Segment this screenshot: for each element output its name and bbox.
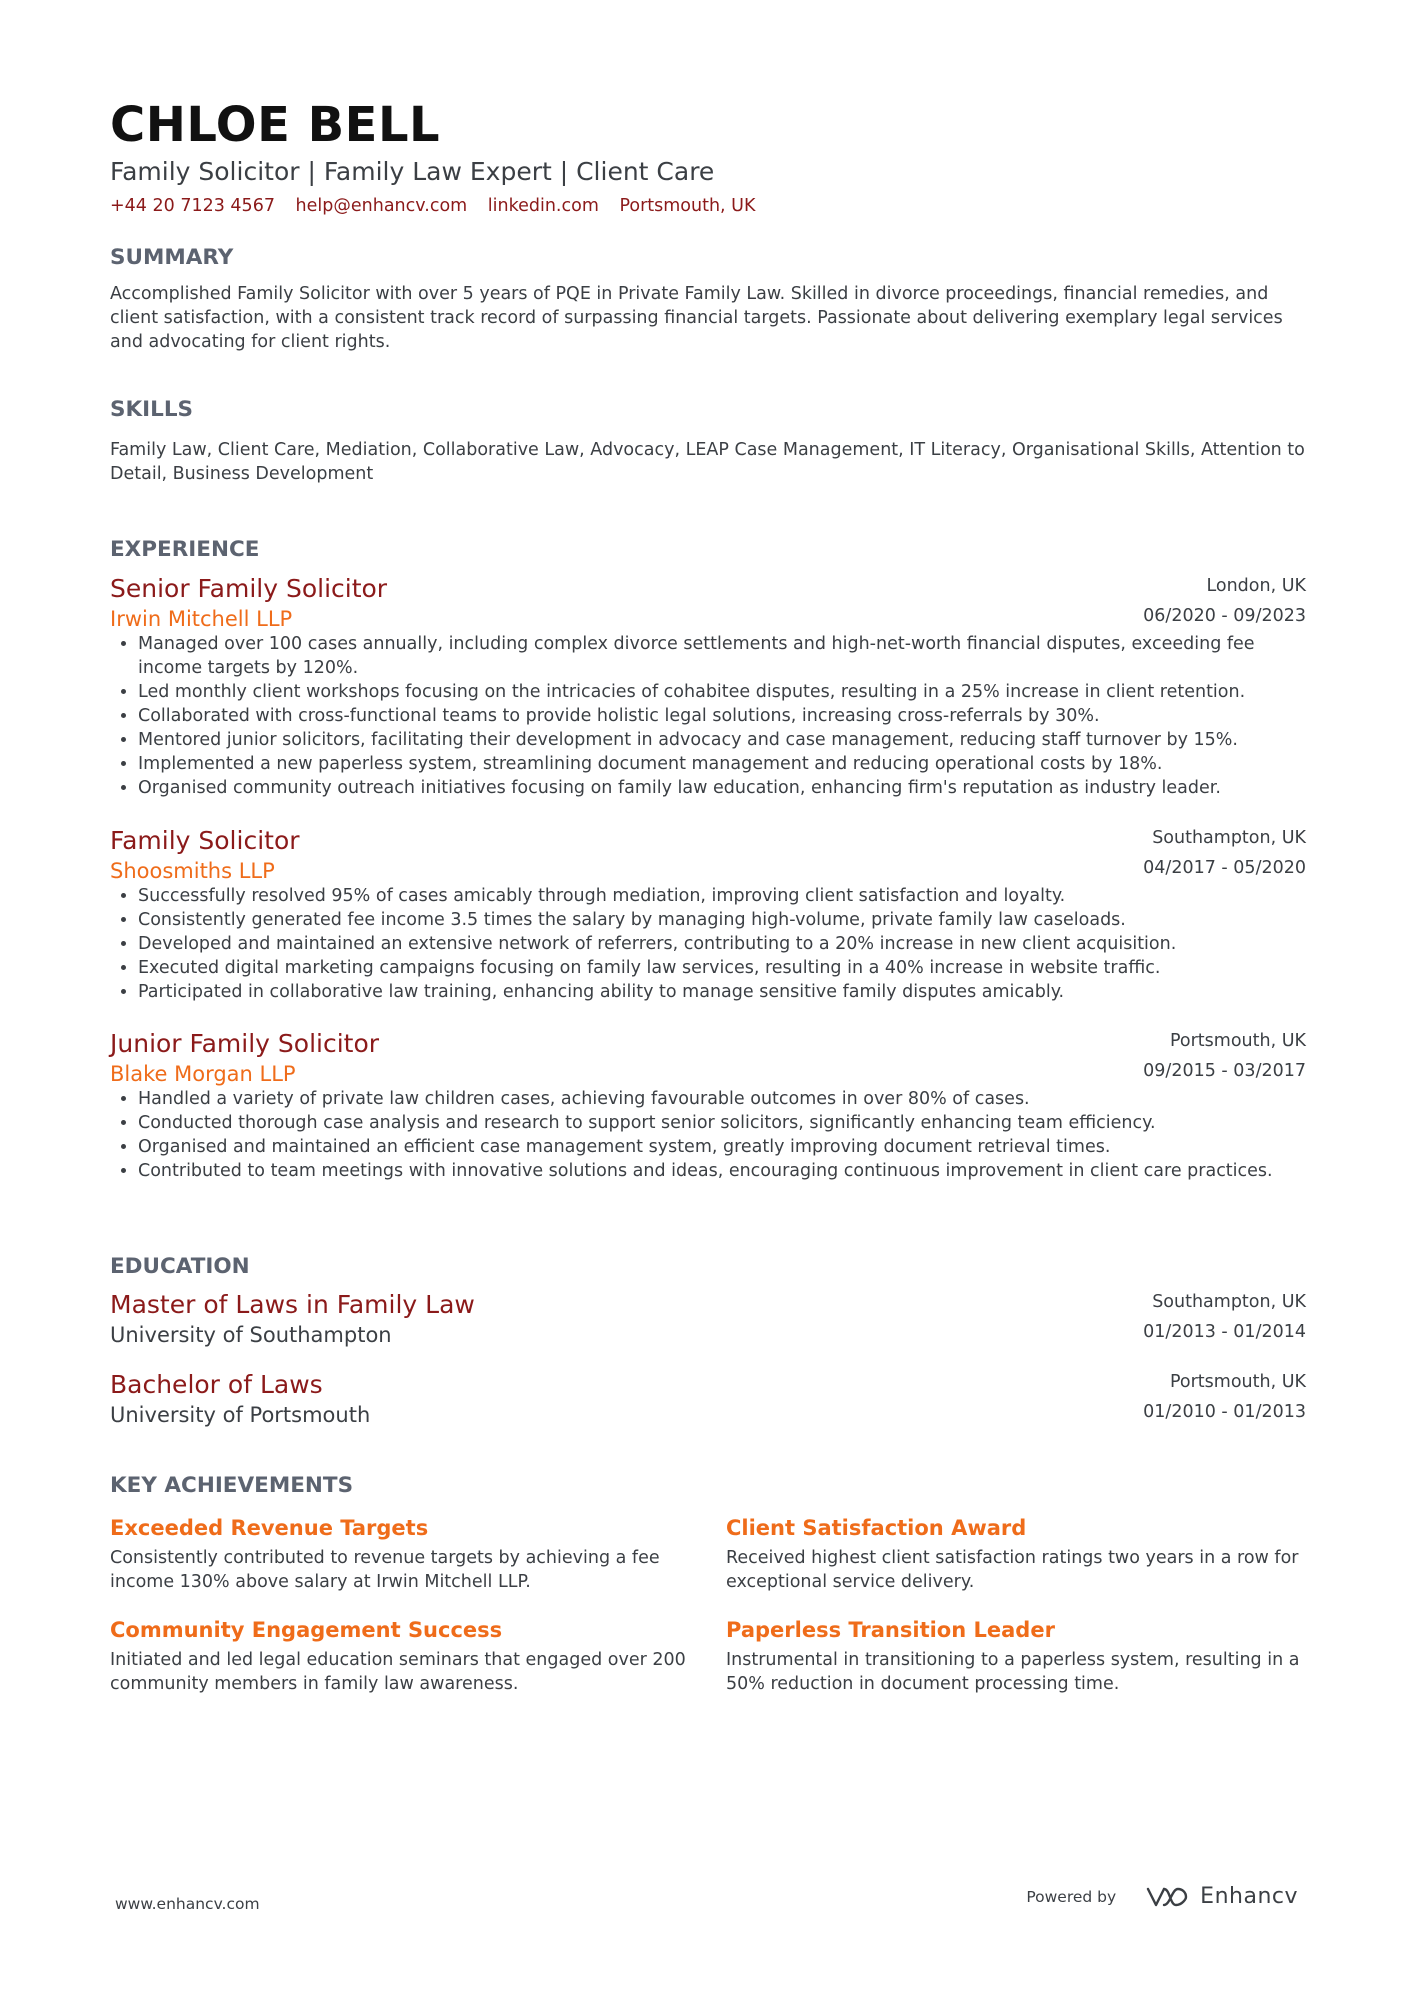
experience-title: EXPERIENCE bbox=[110, 537, 260, 562]
education-school: University of Portsmouth bbox=[110, 1403, 371, 1427]
job-company: Irwin Mitchell LLP bbox=[110, 607, 293, 631]
achievement-title: Paperless Transition Leader bbox=[726, 1618, 1055, 1642]
education-dates: 01/2013 - 01/2014 bbox=[1143, 1322, 1306, 1342]
contact-email[interactable]: help@enhancv.com bbox=[295, 196, 468, 216]
achievements-title: KEY ACHIEVEMENTS bbox=[110, 1473, 354, 1498]
achievement-desc: Initiated and led legal education seminars that engaged over 200 community members in family law awareness. bbox=[110, 1650, 686, 1694]
job-entry bbox=[110, 574, 1306, 800]
enhancv-brand: Enhancv bbox=[1200, 1884, 1298, 1909]
achievement-item bbox=[726, 1616, 1306, 1696]
contact-location: Portsmouth, UK bbox=[619, 196, 756, 216]
powered-by-label: Powered by bbox=[1026, 1887, 1117, 1906]
education-location: Portsmouth, UK bbox=[1169, 1372, 1306, 1392]
summary-text: Accomplished Family Solicitor with over 5 years of PQE in Private Family Law. Skilled in divorce proceedings, financial remedies, and client satisfaction, with a consistent track record of surpassing financial targets. Passionate about delivering exemplary legal services and advocating for client rights. bbox=[110, 284, 1283, 352]
summary-section bbox=[110, 244, 1306, 354]
job-location: London, UK bbox=[1206, 576, 1306, 596]
job-bullet: • Organised and maintained an efficient case management system, greatly improving document retrieval times. bbox=[138, 1135, 1306, 1159]
job-company: Shoosmiths LLP bbox=[110, 859, 275, 883]
skills-title: SKILLS bbox=[110, 397, 194, 422]
job-dates: 04/2017 - 05/2020 bbox=[1143, 858, 1306, 878]
job-bullet: • Developed and maintained an extensive network of referrers, contributing to a 20% increase in new client acquisition. bbox=[138, 932, 1306, 956]
contact-line bbox=[110, 194, 1306, 218]
job-dates: 09/2015 - 03/2017 bbox=[1143, 1061, 1306, 1081]
education-title: EDUCATION bbox=[110, 1254, 250, 1279]
job-bullet: • Participated in collaborative law training, enhancing ability to manage sensitive family disputes amicably. bbox=[138, 980, 1306, 1004]
job-bullet: • Consistently generated fee income 3.5 times the salary by managing high-volume, private family law caseloads. bbox=[138, 908, 1306, 932]
education-entry bbox=[110, 1370, 1306, 1432]
job-bullet: • Organised community outreach initiatives focusing on family law education, enhancing firm's reputation as industry leader. bbox=[138, 776, 1306, 800]
resume-page bbox=[110, 96, 1306, 1694]
achievements-section bbox=[110, 1472, 1306, 1696]
skills-section bbox=[110, 396, 1306, 486]
education-degree: Bachelor of Laws bbox=[110, 1370, 323, 1399]
achievement-item bbox=[110, 1514, 690, 1594]
achievement-title: Exceeded Revenue Targets bbox=[110, 1516, 429, 1540]
education-school: University of Southampton bbox=[110, 1323, 392, 1347]
job-bullet: • Conducted thorough case analysis and research to support senior solicitors, significantly enhancing team efficiency. bbox=[138, 1111, 1306, 1135]
summary-title: SUMMARY bbox=[110, 245, 234, 270]
experience-section bbox=[110, 536, 1306, 564]
job-bullet: • Collaborated with cross-functional teams to provide holistic legal solutions, increasing cross-referrals by 30%. bbox=[138, 704, 1306, 728]
job-bullets bbox=[110, 1087, 1306, 1183]
job-bullet: • Executed digital marketing campaigns focusing on family law services, resulting in a 40% increase in website traffic. bbox=[138, 956, 1306, 980]
job-location: Southampton, UK bbox=[1152, 828, 1306, 848]
education-location: Southampton, UK bbox=[1152, 1292, 1306, 1312]
job-role: Senior Family Solicitor bbox=[110, 574, 388, 603]
job-entry bbox=[110, 1029, 1306, 1183]
job-dates: 06/2020 - 09/2023 bbox=[1143, 606, 1306, 626]
job-bullet: • Successfully resolved 95% of cases amicably through mediation, improving client satisfaction and loyalty. bbox=[138, 884, 1306, 908]
contact-linkedin[interactable]: linkedin.com bbox=[487, 196, 599, 216]
achievement-title: Client Satisfaction Award bbox=[726, 1516, 1027, 1540]
footer-branding bbox=[1026, 1884, 1298, 1909]
achievement-item bbox=[110, 1616, 690, 1696]
job-bullet: • Implemented a new paperless system, streamlining document management and reducing operational costs by 18%. bbox=[138, 752, 1306, 776]
footer-website[interactable]: www.enhancv.com bbox=[115, 1895, 260, 1913]
job-entry bbox=[110, 826, 1306, 1004]
achievement-desc: Consistently contributed to revenue targets by achieving a fee income 130% above salary at Irwin Mitchell LLP. bbox=[110, 1548, 660, 1592]
job-bullet: • Led monthly client workshops focusing on the intricacies of cohabitee disputes, resulting in a 25% increase in client retention. bbox=[138, 680, 1306, 704]
candidate-name: CHLOE BELL bbox=[110, 97, 441, 153]
education-degree: Master of Laws in Family Law bbox=[110, 1290, 475, 1319]
job-location: Portsmouth, UK bbox=[1169, 1031, 1306, 1051]
achievement-item bbox=[726, 1514, 1306, 1594]
enhancv-logo-icon bbox=[1144, 1885, 1190, 1909]
education-section bbox=[110, 1253, 1306, 1281]
skills-text: Family Law, Client Care, Mediation, Collaborative Law, Advocacy, LEAP Case Management, IT Literacy, Organisational Skills, Attention to Detail, Business Development bbox=[110, 440, 1305, 484]
education-dates: 01/2010 - 01/2013 bbox=[1143, 1402, 1306, 1422]
job-bullets bbox=[110, 632, 1306, 800]
candidate-tagline: Family Solicitor | Family Law Expert | Client Care bbox=[110, 157, 715, 186]
job-role: Family Solicitor bbox=[110, 826, 300, 855]
job-bullet: • Managed over 100 cases annually, including complex divorce settlements and high-net-worth financial disputes, exceeding fee income targets by 120%. bbox=[138, 632, 1306, 680]
achievement-title: Community Engagement Success bbox=[110, 1618, 503, 1642]
job-bullets bbox=[110, 884, 1306, 1004]
job-company: Blake Morgan LLP bbox=[110, 1062, 296, 1086]
job-bullet: • Contributed to team meetings with innovative solutions and ideas, encouraging continuous improvement in client care practices. bbox=[138, 1159, 1306, 1183]
job-bullet: • Mentored junior solicitors, facilitating their development in advocacy and case management, reducing staff turnover by 15%. bbox=[138, 728, 1306, 752]
achievement-desc: Instrumental in transitioning to a paperless system, resulting in a 50% reduction in document processing time. bbox=[726, 1650, 1300, 1694]
job-role: Junior Family Solicitor bbox=[110, 1029, 380, 1058]
education-entry bbox=[110, 1290, 1306, 1352]
achievement-desc: Received highest client satisfaction ratings two years in a row for exceptional service delivery. bbox=[726, 1548, 1299, 1592]
contact-phone[interactable]: +44 20 7123 4567 bbox=[110, 196, 275, 216]
job-bullet: • Handled a variety of private law children cases, achieving favourable outcomes in over 80% of cases. bbox=[138, 1087, 1306, 1111]
